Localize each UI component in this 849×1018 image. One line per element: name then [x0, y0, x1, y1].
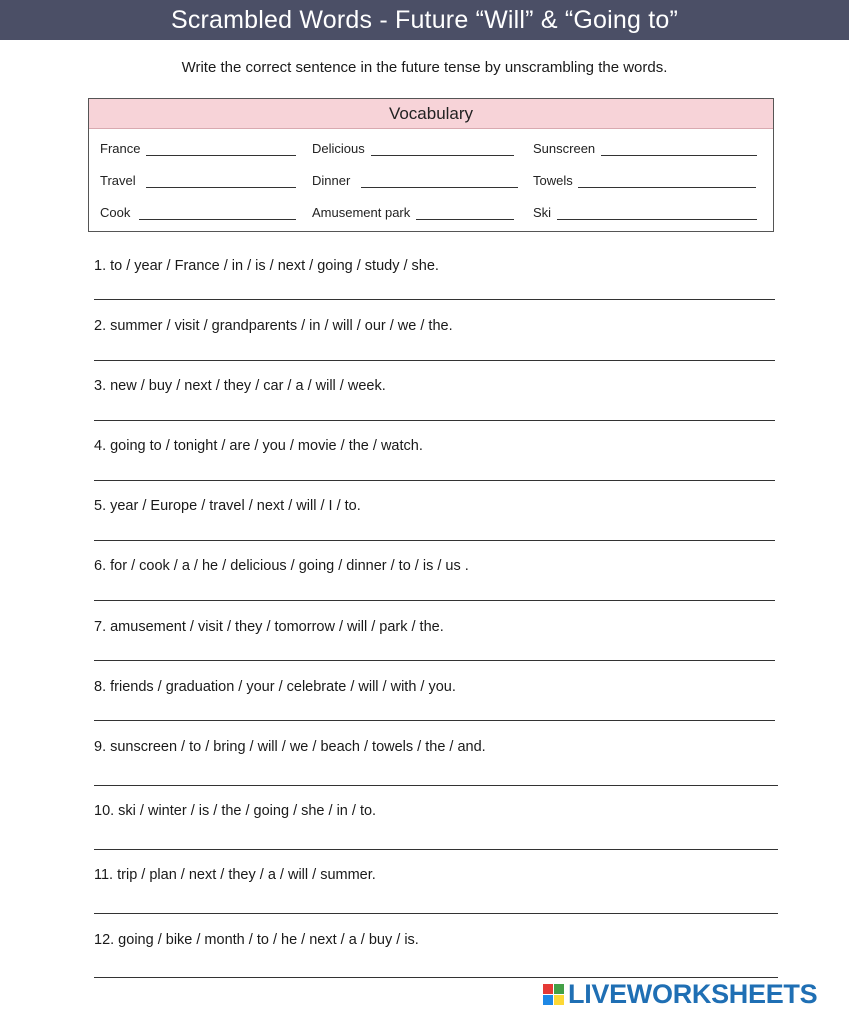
answer-line-1[interactable]: [94, 299, 775, 300]
vocab-label: Sunscreen: [533, 141, 596, 156]
vocab-label: Ski: [533, 205, 552, 220]
liveworksheets-logo[interactable]: [543, 978, 817, 1010]
vocab-answer-field[interactable]: [371, 141, 514, 156]
vocab-item-ski: [533, 205, 757, 220]
vocab-label: Towels: [533, 173, 573, 188]
answer-line-3[interactable]: [94, 420, 775, 421]
logo-square-red: [543, 984, 553, 994]
vocabulary-box: [88, 98, 774, 232]
logo-text: LIVEWORKSHEETS: [568, 978, 818, 1009]
vocab-label: Travel: [100, 173, 136, 188]
question-7: 7. amusement / visit / they / tomorrow / will / park / the.: [94, 619, 444, 635]
page-title: Scrambled Words - Future “Will” & “Going to”: [170, 5, 679, 34]
logo-square-yellow: [554, 995, 564, 1005]
instructions: Write the correct sentence in the future tense by unscrambling the words.: [181, 59, 668, 76]
question-8: 8. friends / graduation / your / celebrate / will / with / you.: [94, 679, 456, 695]
vocab-answer-field[interactable]: [557, 205, 757, 220]
vocab-item-amusement-park: [312, 205, 514, 220]
question-3: 3. new / buy / next / they / car / a / will / week.: [94, 378, 386, 394]
vocab-item-travel: [100, 173, 296, 188]
question-10: 10. ski / winter / is / the / going / she / in / to.: [94, 803, 377, 819]
vocab-item-france: [100, 141, 296, 156]
liveworksheets-logo-icon: [543, 984, 564, 1005]
vocab-item-sunscreen: [533, 141, 757, 156]
vocab-label: Amusement park: [312, 205, 411, 220]
vocab-item-towels: [533, 173, 756, 188]
vocab-answer-field[interactable]: [146, 141, 296, 156]
vocab-answer-field[interactable]: [139, 205, 296, 220]
question-1: 1. to / year / France / in / is / next / going / study / she.: [94, 258, 439, 274]
vocabulary-title: Vocabulary: [89, 99, 773, 129]
question-4: 4. going to / tonight / are / you / movie / the / watch.: [94, 438, 423, 454]
vocab-item-delicious: [312, 141, 514, 156]
vocab-answer-field[interactable]: [416, 205, 514, 220]
answer-line-6[interactable]: [94, 600, 775, 601]
answer-line-5[interactable]: [94, 540, 775, 541]
question-11: 11. trip / plan / next / they / a / will / summer.: [94, 867, 376, 883]
vocab-label: Dinner: [312, 173, 351, 188]
page-header: [0, 0, 849, 40]
answer-line-10[interactable]: [94, 849, 778, 850]
vocab-answer-field[interactable]: [601, 141, 757, 156]
vocab-item-dinner: [312, 173, 518, 188]
answer-line-8[interactable]: [94, 720, 775, 721]
vocab-answer-field[interactable]: [578, 173, 756, 188]
question-12: 12. going / bike / month / to / he / next / a / buy / is.: [94, 932, 419, 948]
vocab-answer-field[interactable]: [361, 173, 518, 188]
vocab-item-cook: [100, 205, 296, 220]
question-2: 2. summer / visit / grandparents / in / will / our / we / the.: [94, 318, 453, 334]
vocab-answer-field[interactable]: [146, 173, 296, 188]
question-9: 9. sunscreen / to / bring / will / we / beach / towels / the / and.: [94, 739, 486, 755]
answer-line-11[interactable]: [94, 913, 778, 914]
answer-line-4[interactable]: [94, 480, 775, 481]
answer-line-9[interactable]: [94, 785, 778, 786]
answer-line-7[interactable]: [94, 660, 775, 661]
vocab-label: Cook: [100, 205, 131, 220]
question-5: 5. year / Europe / travel / next / will / I / to.: [94, 498, 361, 514]
vocab-label: France: [100, 141, 141, 156]
answer-line-2[interactable]: [94, 360, 775, 361]
question-6: 6. for / cook / a / he / delicious / going / dinner / to / is / us .: [94, 558, 469, 574]
logo-square-blue: [543, 995, 553, 1005]
logo-square-green: [554, 984, 564, 994]
vocab-label: Delicious: [312, 141, 365, 156]
